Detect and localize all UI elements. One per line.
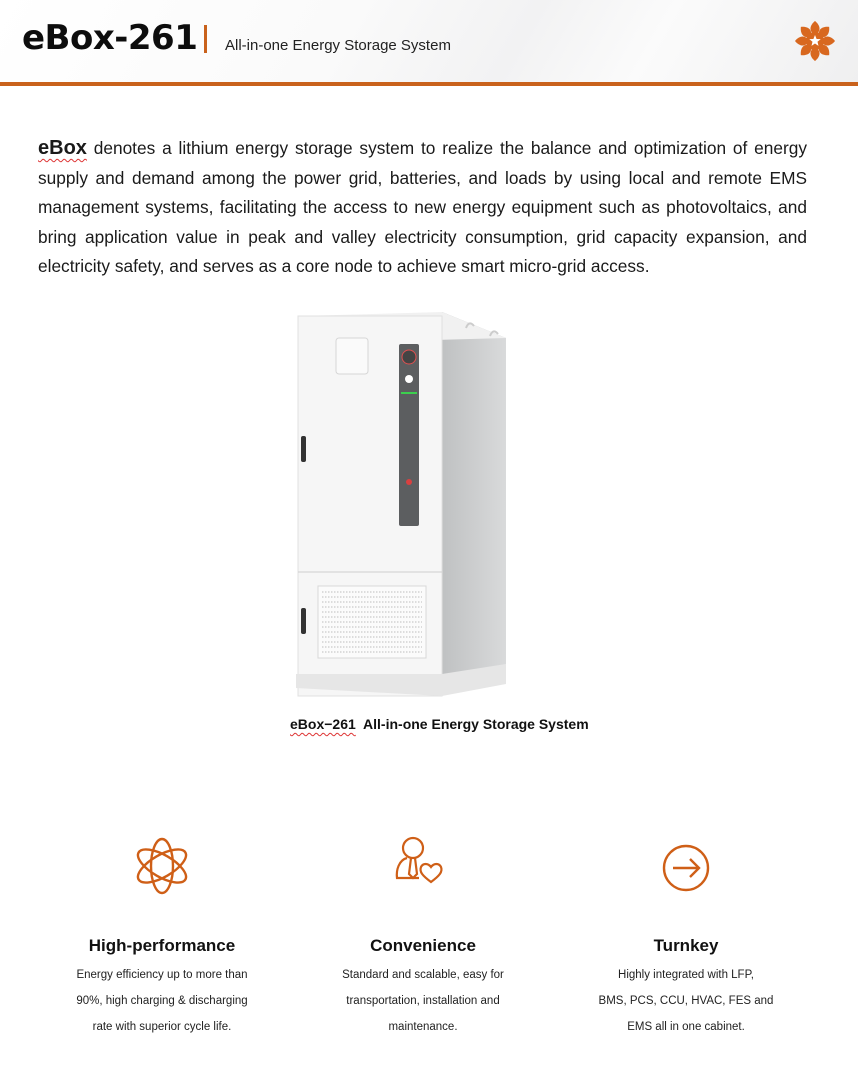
feature-title: High-performance: [88, 936, 236, 955]
feature-title: Convenience: [370, 936, 476, 955]
person-heart-icon: [393, 830, 453, 900]
feature-title: Turnkey: [653, 936, 719, 955]
product-image: [292, 304, 518, 700]
product-caption: [290, 716, 589, 732]
page-title: eBox-261: [22, 18, 198, 58]
feature-description: Standard and scalable, easy for transportation, installation and maintenance.: [342, 969, 504, 1033]
feature-high-performance: [42, 830, 282, 1040]
feature-convenience: [303, 830, 543, 1040]
flower-star-logo-icon: [794, 20, 836, 62]
header-divider: [0, 82, 858, 86]
intro-text: denotes a lithium energy storage system to realize the balance and optimization of energy supply and demand among the power grid, batteries, and loads by using local and remote EMS management systems, facilitating the access to new energy equipment such as photovoltaics, and bring application value in peak and valley electricity consumption, grid capacity expansion, and electricity safety, and serves as a core node to achieve smart micro-grid access.: [38, 138, 807, 276]
arrow-circle-right-icon: [656, 830, 716, 900]
caption-model: eBox−261: [290, 716, 356, 732]
title-separator: [204, 25, 207, 53]
feature-turnkey: [566, 830, 806, 1040]
page-subtitle: All-in-one Energy Storage System: [225, 37, 451, 54]
feature-description: Highly integrated with LFP, BMS, PCS, CCU, HVAC, FES and EMS all in one cabinet.: [598, 969, 774, 1033]
caption-text: All-in-one Energy Storage System: [355, 716, 589, 732]
atom-icon: [132, 830, 192, 900]
intro-lead: eBox: [38, 137, 87, 159]
intro-paragraph: [38, 134, 807, 282]
feature-description: Energy efficiency up to more than 90%, high charging & discharging rate with superior cycle life.: [76, 969, 248, 1033]
